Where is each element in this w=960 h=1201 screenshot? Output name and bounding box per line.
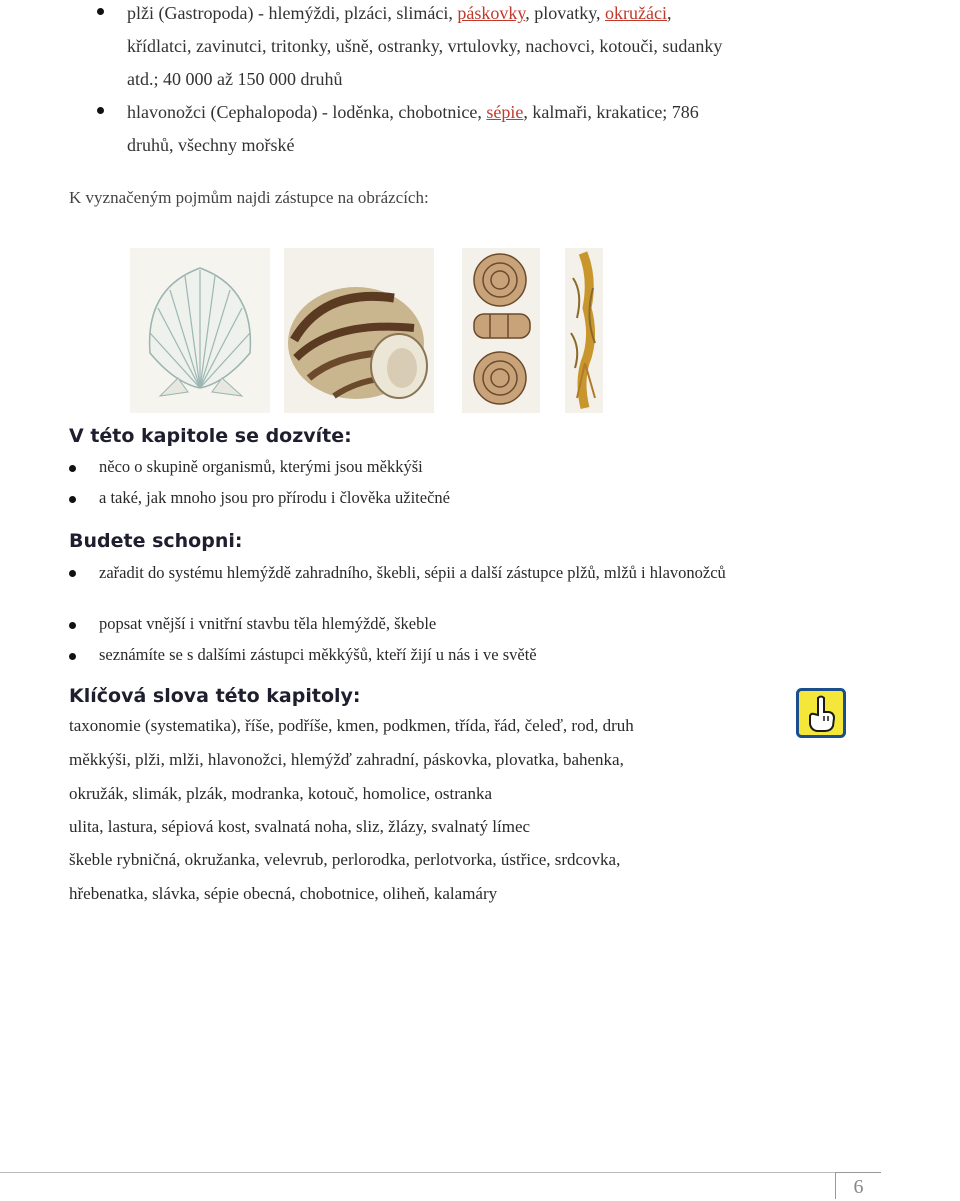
able-list (69, 562, 781, 676)
shipworm-illustration (565, 248, 603, 413)
keywords-line: hřebenatka, slávka, sépie obecná, chobotnice, oliheň, kalamáry (69, 884, 498, 903)
bullet-icon (69, 465, 76, 472)
species-list (97, 0, 797, 165)
list-item-gastropoda (97, 0, 797, 96)
footer-divider (0, 1172, 835, 1173)
pointing-hand-icon (796, 688, 846, 738)
species-link[interactable]: páskovky (457, 3, 526, 23)
list-item-text: popsat vnější i vnitřní stavbu těla hlemýždě, škeble (99, 614, 437, 633)
text-line (127, 96, 797, 129)
cephalopoda-text (127, 96, 797, 162)
text-segment: plži (Gastropoda) - hlemýždi, plzáci, slimáci, (127, 3, 458, 23)
bullet-icon (69, 570, 76, 577)
text-segment: atd.; 40 000 až 150 000 druhů (127, 69, 343, 89)
section-title-able: Budete schopni: (69, 530, 243, 552)
bullet-icon (69, 653, 76, 660)
bullet-icon (69, 622, 76, 629)
snail-shell-illustration (284, 248, 434, 413)
text-segment: křídlatci, zavinutci, tritonky, ušně, ostranky, vrtulovky, nachovci, kotouči, sudanky (127, 36, 723, 56)
keywords-line: škeble rybničná, okružanka, velevrub, perlorodka, perlotvorka, ústřice, srdcovka, (69, 850, 621, 869)
list-item (69, 562, 781, 614)
keywords-line: měkkýši, plži, mlži, hlavonožci, hlemýžď zahradní, páskovka, plovatka, bahenka, (69, 750, 624, 769)
list-item-text: seznámíte se s dalšími zástupci měkkýšů, kteří žijí u nás i ve světě (99, 645, 537, 664)
text-segment: druhů, všechny mořské (127, 135, 295, 155)
text-line (127, 129, 797, 162)
list-item-cephalopoda (97, 96, 797, 162)
list-item-text: zařadit do systému hlemýždě zahradního, škebli, sépii a další zástupce plžů, mlžů i hlavonožců (99, 563, 726, 582)
text-line (127, 30, 797, 63)
learn-list (69, 457, 781, 519)
text-segment: hlavonožci (Cephalopoda) - loděnka, chobotnice, (127, 102, 487, 122)
bullet-icon (69, 496, 76, 503)
keywords-line: taxonomie (systematika), říše, podříše, kmen, podkmen, třída, řád, čeleď, rod, druh (69, 716, 634, 735)
illustrations-row (0, 248, 960, 416)
text-segment: , (667, 3, 672, 23)
list-item (69, 614, 781, 645)
list-item (69, 488, 781, 519)
text-segment: , kalmaři, krakatice; 786 (523, 102, 699, 122)
text-line (127, 0, 797, 30)
list-item-text: a také, jak mnoho jsou pro přírodu i člověka užitečné (99, 488, 450, 507)
keywords-line: okružák, slimák, plzák, modranka, kotouč, homolice, ostranka (69, 784, 492, 803)
species-link[interactable]: okružáci (605, 3, 668, 23)
list-item (69, 645, 781, 676)
planorbis-shells-illustration (462, 248, 540, 413)
section-title-keywords: Klíčová slova této kapitoly: (69, 685, 361, 707)
list-item-text: něco o skupině organismů, kterými jsou měkkýši (99, 457, 423, 476)
gastropoda-text (127, 0, 797, 96)
bullet-icon (97, 107, 104, 114)
page-number: 6 (835, 1172, 881, 1199)
species-link[interactable]: sépie (486, 102, 524, 122)
scallop-shell-illustration (130, 248, 270, 413)
list-item (69, 457, 781, 488)
section-title-learn: V této kapitole se dozvíte: (69, 425, 352, 447)
intro-text: K vyznačeným pojmům najdi zástupce na obrázcích: (69, 188, 429, 207)
bullet-icon (97, 8, 104, 15)
text-segment: , plovatky, (525, 3, 606, 23)
keywords-line: ulita, lastura, sépiová kost, svalnatá noha, sliz, žlázy, svalnatý límec (69, 817, 531, 836)
text-line (127, 63, 797, 96)
